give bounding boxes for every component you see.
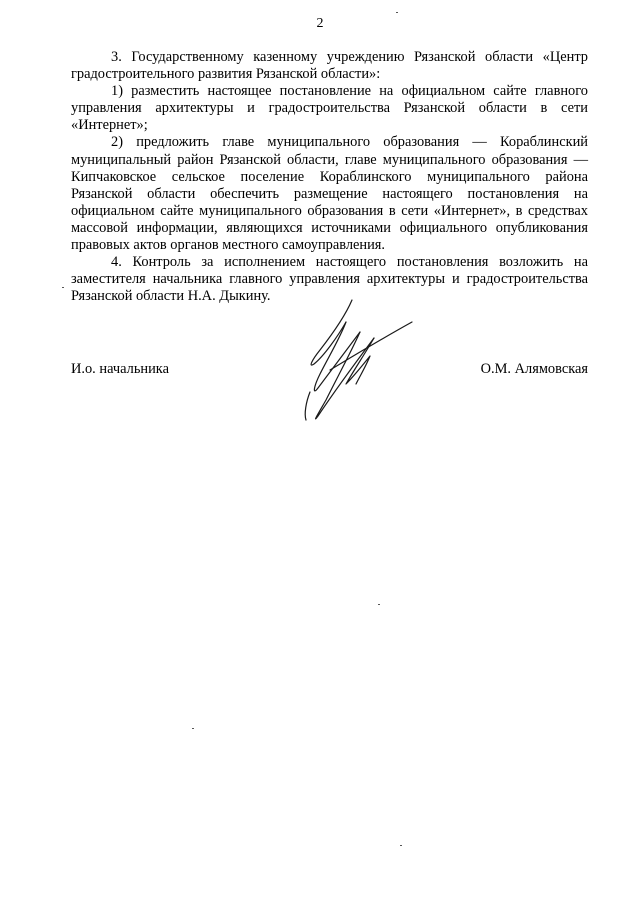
scan-speck bbox=[62, 287, 64, 288]
scan-speck bbox=[396, 12, 398, 13]
paragraph-subitem-1: 1) разместить настоящее постановление на официальном сайте главного управления архитектуры и градостроительства Рязанской области в сети «Интернет»; bbox=[71, 83, 588, 134]
paragraph-item-3: 3. Государственному казенному учреждению Рязанской области «Центр градостроительного развития Рязанской области»: bbox=[71, 49, 588, 83]
signatory-name: О.М. Алямовская bbox=[480, 361, 588, 377]
page-number: 2 bbox=[316, 16, 324, 31]
scan-speck bbox=[192, 728, 194, 729]
handwritten-signature bbox=[290, 292, 430, 432]
document-body bbox=[71, 49, 588, 305]
scan-speck bbox=[400, 845, 402, 846]
scan-speck bbox=[378, 604, 380, 605]
paragraph-item-4: 4. Контроль за исполнением настоящего постановления возложить на заместителя начальника главного управления архитектуры и градостроительства Рязанской области Н.А. Дыкину. bbox=[71, 254, 588, 305]
paragraph-subitem-2: 2) предложить главе муниципального образования — Кораблинский муниципальный район Рязанской области, главе муниципального образования — Кипчаковское сельское поселение Кораблинского муниципального района Рязанской области обеспечить размещение настоящего постановления на официальном сайте муниципального образования в сети «Интернет», в средствах массовой информации, являющихся источниками официального опубликования правовых актов органов местного самоуправления. bbox=[71, 134, 588, 254]
signatory-title: И.о. начальника bbox=[71, 361, 169, 377]
